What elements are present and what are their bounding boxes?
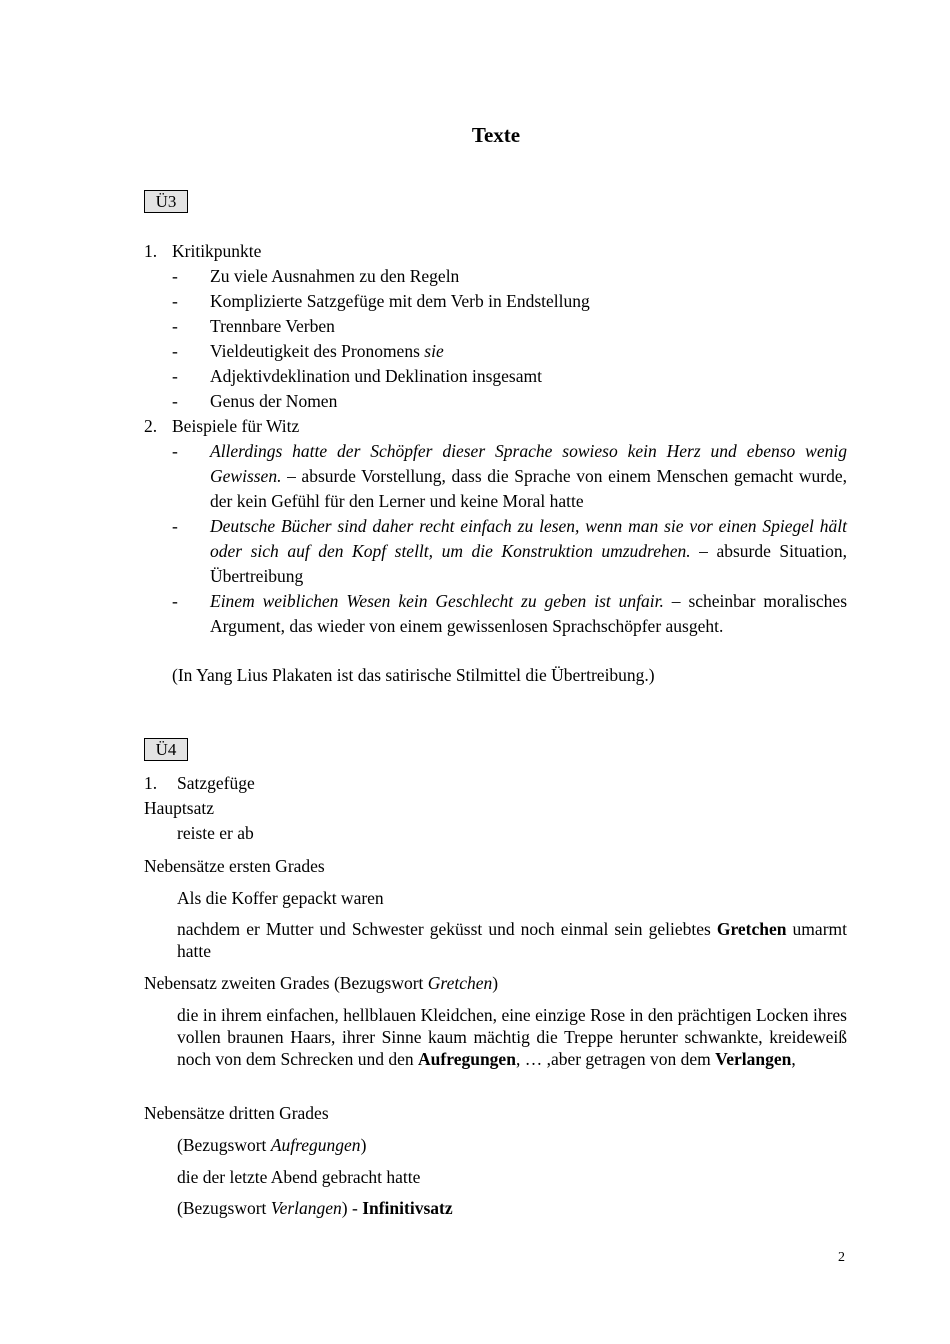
ns3-clause: die der letzte Abend gebracht hatte — [177, 1167, 421, 1187]
ns3-ref-2: (Bezugswort Verlangen) - Infinitivsatz — [177, 1198, 453, 1218]
dash: - — [172, 591, 178, 611]
u3-item-1 — [144, 239, 261, 264]
example-comment: – scheinbar moralisches Argument, das wieder von einem gewissenlosen Sprachschöpfer ausgeht. — [210, 591, 847, 636]
page-number: 2 — [838, 1250, 845, 1265]
section-label-u3: Ü3 — [144, 190, 188, 213]
dash: - — [172, 291, 178, 311]
critique-point: Adjektivdeklination und Deklination insgesamt — [210, 366, 542, 386]
ns2-heading: Nebensatz zweiten Grades (Bezugswort Gretchen) — [144, 973, 499, 993]
section-label-u4: Ü4 — [144, 738, 188, 761]
dash: - — [172, 441, 178, 461]
humor-example — [210, 589, 847, 639]
critique-point: Zu viele Ausnahmen zu den Regeln — [210, 266, 460, 286]
humor-example — [210, 514, 847, 589]
dash: - — [172, 391, 178, 411]
dash: - — [172, 316, 178, 336]
ns1-clause-a: Als die Koffer gepackt waren — [177, 888, 384, 908]
item-heading: Beispiele für Witz — [172, 416, 300, 436]
critique-point: Genus der Nomen — [210, 391, 338, 411]
dash: - — [172, 516, 178, 536]
ns3-heading: Nebensätze dritten Grades — [144, 1103, 329, 1123]
dash: - — [172, 341, 178, 361]
ns1-clause-b: nachdem er Mutter und Schwester geküsst und noch einmal sein geliebtes Gretchen umarmt hatte — [177, 919, 847, 961]
ns1-heading: Nebensätze ersten Grades — [144, 856, 325, 876]
ns2-clause: die in ihrem einfachen, hellblauen Kleidchen, eine einzige Rose in den prächtigen Locken ihres vollen braunen Haars, ihrer Sinne kaum mächtig die Treppe herunter schwankte, kreideweiß noch von dem Schrecken und den Aufregungen, … ,aber getragen von dem Verlangen, — [177, 1005, 847, 1069]
critique-point: Komplizierte Satzgefüge mit dem Verb in Endstellung — [210, 291, 590, 311]
keyword-gretchen: Gretchen — [716, 919, 787, 939]
example-quote: Deutsche Bücher sind daher recht einfach zu lesen, wenn man sie vor einen Spiegel hält oder sich auf den Kopf stellt, um die Konstruktion umzudrehen. — [210, 516, 847, 561]
hauptsatz-heading: Hauptsatz — [144, 798, 214, 818]
hauptsatz-text: reiste er ab — [177, 823, 254, 843]
item-number: 2. — [144, 416, 158, 436]
keyword-verlangen: Verlangen — [715, 1049, 792, 1069]
critique-point: Trennbare Verben — [210, 316, 335, 336]
critique-point: Vieldeutigkeit des Pronomens sie — [210, 341, 444, 361]
keyword-aufregungen: Aufregungen — [418, 1049, 516, 1069]
page-title: Texte — [471, 123, 521, 147]
u3-item-2 — [144, 414, 299, 439]
humor-example — [210, 439, 847, 514]
dash: - — [172, 366, 178, 386]
dash: - — [172, 266, 178, 286]
u4-item-1 — [144, 771, 255, 796]
item-number: 1. — [144, 773, 158, 793]
example-quote: Einem weiblichen Wesen kein Geschlecht zu geben ist unfair. — [210, 591, 664, 611]
u3-note: (In Yang Lius Plakaten ist das satirische Stilmittel die Übertreibung.) — [172, 665, 655, 685]
item-number: 1. — [144, 241, 158, 261]
ns3-ref-1: (Bezugswort Aufregungen) — [177, 1135, 367, 1155]
example-comment: – absurde Situation, Übertreibung — [210, 541, 848, 586]
example-quote: Allerdings hatte der Schöpfer dieser Sprache sowieso kein Herz und ebenso wenig Gewissen. — [210, 441, 847, 486]
item-heading: Kritikpunkte — [172, 241, 262, 261]
example-comment: – absurde Vorstellung, dass die Sprache von einem Menschen gemacht wurde, der kein Gefühl für den Lerner und keine Moral hatte — [210, 466, 847, 511]
item-heading: Satzgefüge — [177, 773, 255, 793]
pronoun-sie: sie — [424, 341, 444, 361]
